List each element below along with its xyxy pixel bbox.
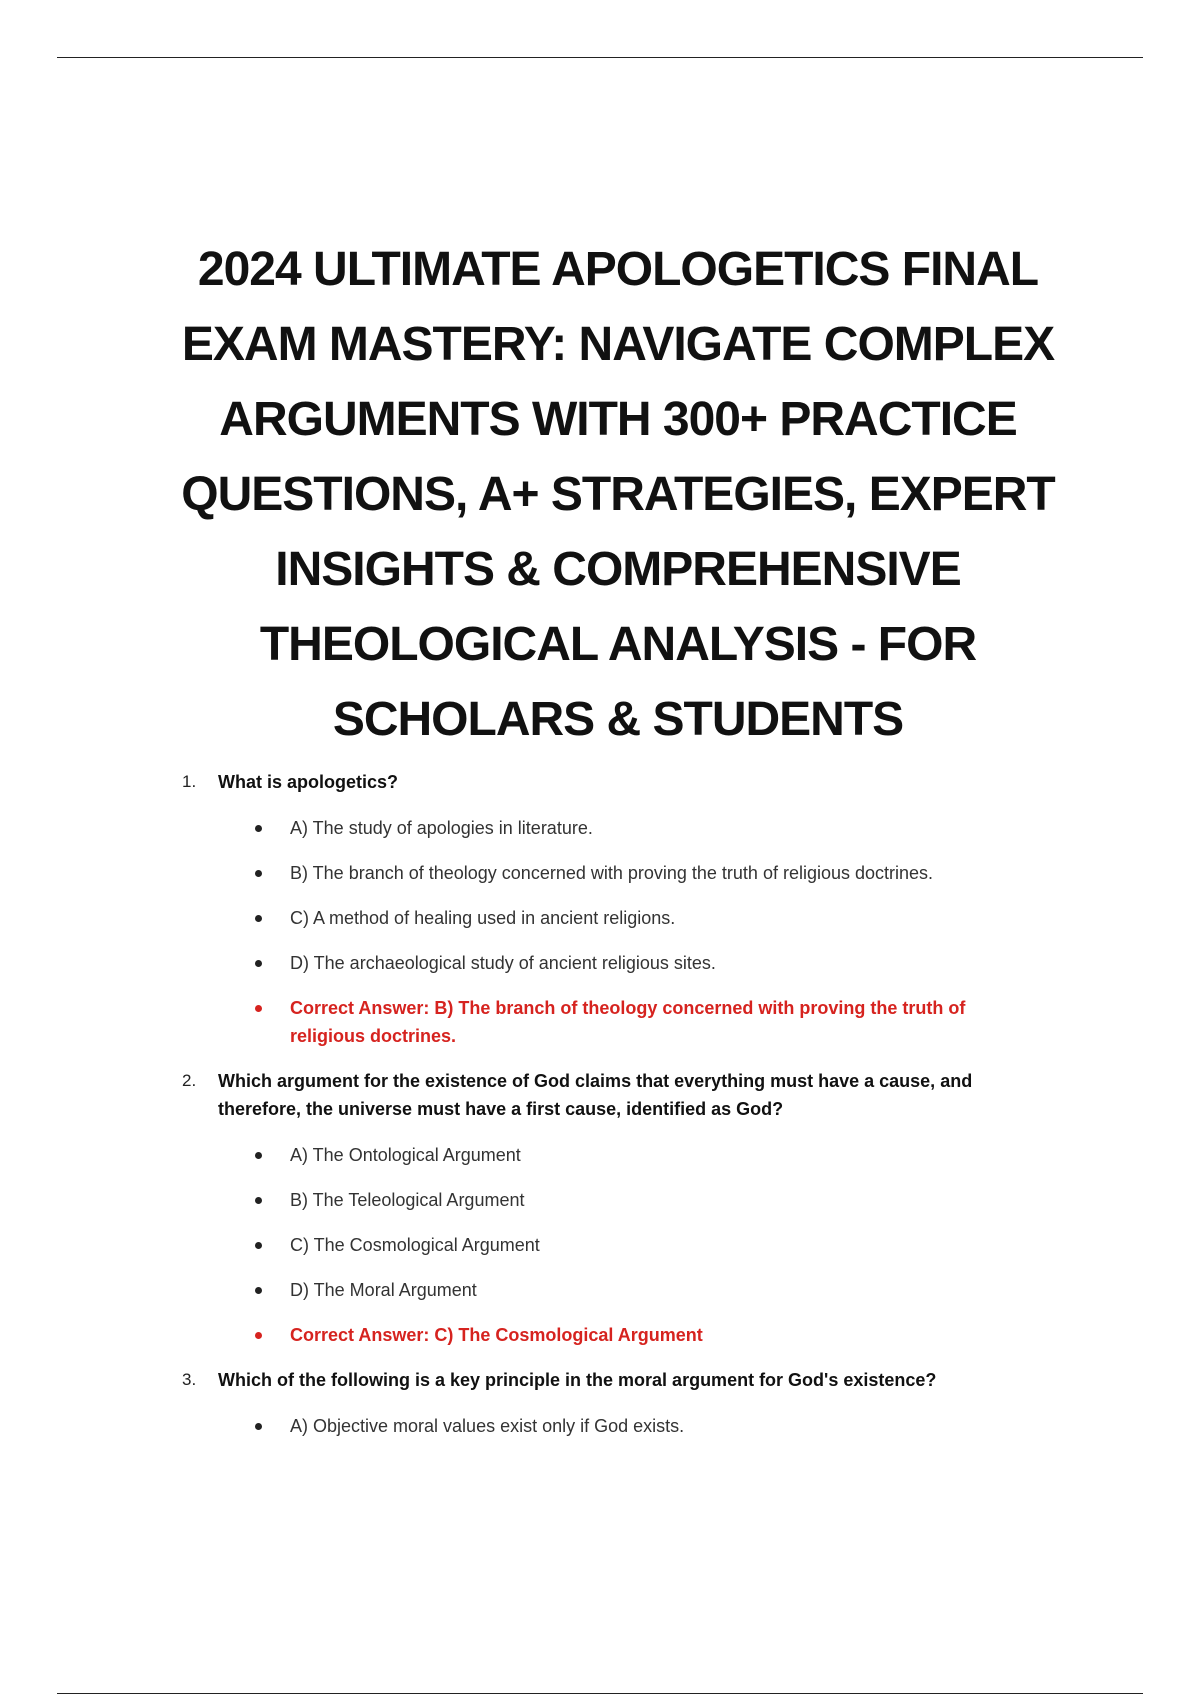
- question-text: Which of the following is a key principle in the moral argument for God's existence?: [218, 1370, 937, 1390]
- option-text: B) The branch of theology concerned with proving the truth of religious doctrines.: [290, 863, 934, 883]
- option-text: D) The archaeological study of ancient religious sites.: [290, 953, 716, 973]
- bullet-icon: [255, 1287, 262, 1294]
- bullet-icon: [255, 1152, 262, 1159]
- option-item: [0, 949, 1200, 977]
- bottom-rule: [57, 1693, 1143, 1694]
- option-text: B) The Teleological Argument: [290, 1190, 525, 1210]
- option-list: [0, 1412, 1200, 1440]
- question-number: 3.: [182, 1370, 197, 1389]
- option-item: [0, 904, 1200, 932]
- answer-text: Correct Answer: C) The Cosmological Argument: [290, 1325, 703, 1345]
- correct-answer: [0, 1321, 1200, 1349]
- bullet-icon: [255, 1332, 262, 1339]
- document-title: 2024 ULTIMATE APOLOGETICS FINAL EXAM MASTERY: NAVIGATE COMPLEX ARGUMENTS WITH 300+ PRACTICE QUESTIONS, A+ STRATEGIES, EXPERT INSIGHTS & COMPREHENSIVE THEOLOGICAL ANALYSIS - FOR SCHOLARS & STUDENTS: [181, 243, 1055, 746]
- bullet-icon: [255, 825, 262, 832]
- question-text: What is apologetics?: [218, 772, 399, 792]
- bullet-icon: [255, 960, 262, 967]
- option-item: [0, 1412, 1200, 1440]
- option-list: [0, 1141, 1200, 1349]
- option-text: A) The Ontological Argument: [290, 1145, 521, 1165]
- option-item: [0, 1186, 1200, 1214]
- option-item: [0, 1231, 1200, 1259]
- question-item: [0, 768, 1200, 1050]
- question-list: [0, 768, 1200, 1457]
- option-item: [0, 859, 1200, 887]
- question-text: Which argument for the existence of God claims that everything must have a cause, and therefore, the universe must have a first cause, identified as God?: [218, 1071, 973, 1119]
- option-item: [0, 814, 1200, 842]
- bullet-icon: [255, 1197, 262, 1204]
- correct-answer: [0, 994, 1200, 1050]
- option-list: [0, 814, 1200, 1050]
- option-item: [0, 1276, 1200, 1304]
- option-item: [0, 1141, 1200, 1169]
- answer-text: Correct Answer: B) The branch of theology concerned with proving the truth of religious doctrines.: [290, 998, 966, 1046]
- question-item: [0, 1067, 1200, 1349]
- bullet-icon: [255, 1423, 262, 1430]
- bullet-icon: [255, 870, 262, 877]
- bullet-icon: [255, 1005, 262, 1012]
- option-text: C) The Cosmological Argument: [290, 1235, 540, 1255]
- question-number: 2.: [182, 1071, 197, 1090]
- question-number: 1.: [182, 772, 197, 791]
- question-item: [0, 1366, 1200, 1440]
- bullet-icon: [255, 915, 262, 922]
- option-text: D) The Moral Argument: [290, 1280, 477, 1300]
- option-text: A) The study of apologies in literature.: [290, 818, 593, 838]
- top-rule: [57, 57, 1143, 58]
- option-text: C) A method of healing used in ancient religions.: [290, 908, 676, 928]
- option-text: A) Objective moral values exist only if God exists.: [290, 1416, 685, 1436]
- bullet-icon: [255, 1242, 262, 1249]
